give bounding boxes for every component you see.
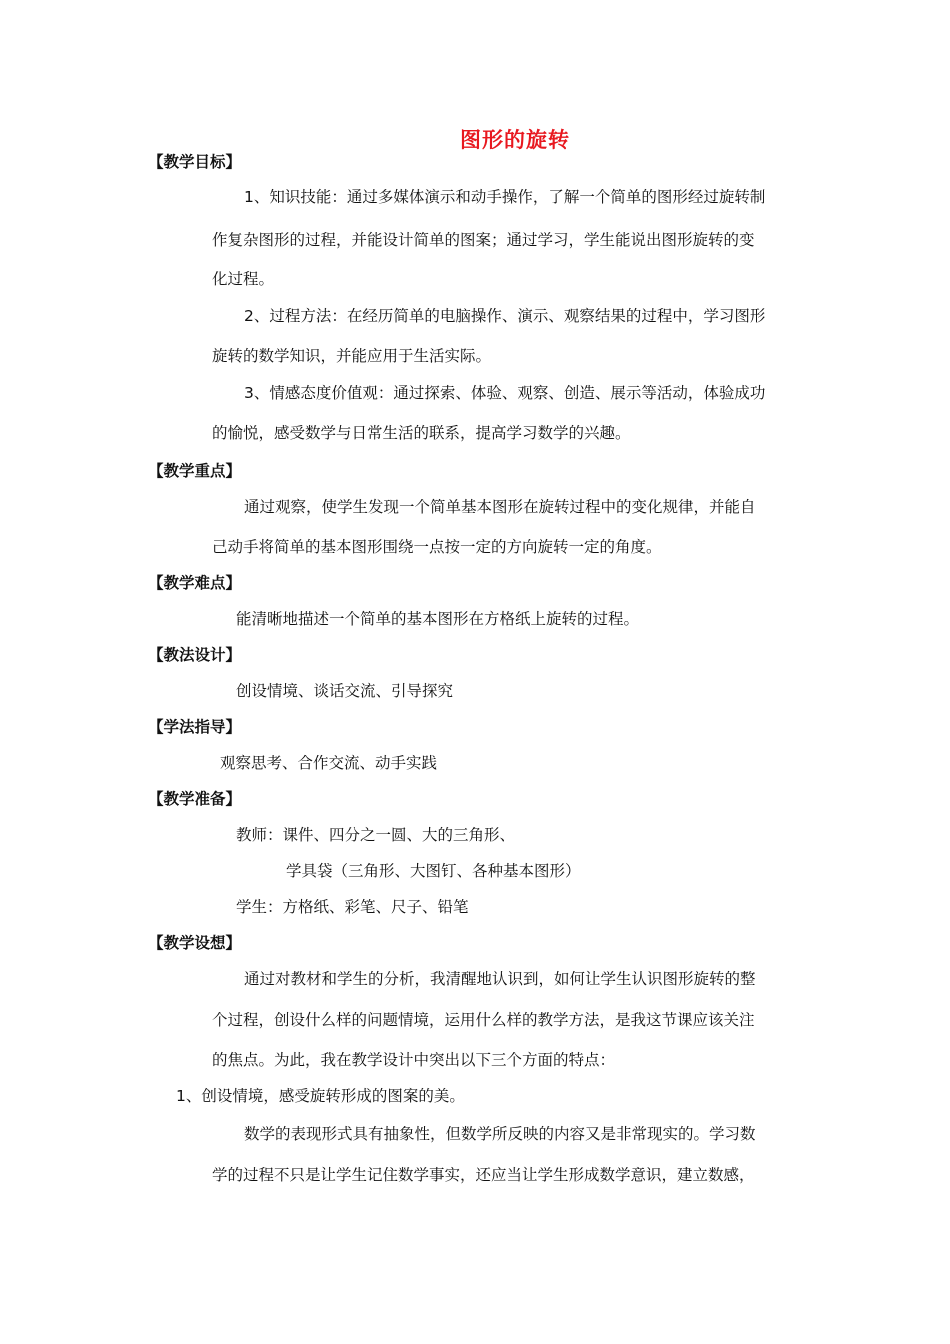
paragraph-line: 1、创设情境，感受旋转形成的图案的美。: [176, 1087, 465, 1105]
heading-design: 【教学设想】: [148, 934, 242, 952]
paragraph-line: 学生：方格纸、彩笔、尺子、铅笔: [236, 898, 469, 916]
paragraph-line: 3、情感态度价值观：通过探索、体验、观察、创造、展示等活动，体验成功: [244, 384, 766, 402]
paragraph-line: 学具袋（三角形、大图钉、各种基本图形）: [286, 862, 581, 880]
paragraph-line: 1、知识技能：通过多媒体演示和动手操作，了解一个简单的图形经过旋转制: [244, 188, 766, 206]
paragraph-line: 教师：课件、四分之一圆、大的三角形、: [236, 826, 516, 844]
paragraph-line: 旋转的数学知识，并能应用于生活实际。: [212, 347, 492, 365]
heading-difficulties: 【教学难点】: [148, 574, 242, 592]
paragraph-line: 的焦点。为此，我在教学设计中突出以下三个方面的特点：: [212, 1051, 616, 1069]
paragraph-line: 通过对教材和学生的分析，我清醒地认识到，如何让学生认识图形旋转的整: [244, 970, 756, 988]
paragraph-line: 作复杂图形的过程，并能设计简单的图案；通过学习，学生能说出图形旋转的变: [212, 231, 755, 249]
paragraph-line: 通过观察，使学生发现一个简单基本图形在旋转过程中的变化规律，并能自: [244, 498, 756, 516]
paragraph-line: 化过程。: [212, 270, 275, 288]
paragraph-line: 个过程，创设什么样的问题情境，运用什么样的教学方法，是我这节课应该关注: [212, 1011, 755, 1029]
paragraph-line: 数学的表现形式具有抽象性，但数学所反映的内容又是非常现实的。学习数: [244, 1125, 756, 1143]
page-title: 图形的旋转: [460, 128, 570, 152]
heading-objectives: 【教学目标】: [148, 153, 242, 171]
paragraph-line: 能清晰地描述一个简单的基本图形在方格纸上旋转的过程。: [236, 610, 640, 628]
heading-method: 【教法设计】: [148, 646, 242, 664]
paragraph-line: 的愉悦，感受数学与日常生活的联系，提高学习数学的兴趣。: [212, 424, 631, 442]
heading-preparation: 【教学准备】: [148, 790, 242, 808]
paragraph-line: 2、过程方法：在经历简单的电脑操作、演示、观察结果的过程中，学习图形: [244, 307, 766, 325]
paragraph-line: 学的过程不只是让学生记住数学事实，还应当让学生形成数学意识，建立数感，: [212, 1166, 755, 1184]
paragraph-line: 己动手将简单的基本图形围绕一点按一定的方向旋转一定的角度。: [212, 538, 662, 556]
paragraph-line: 创设情境、谈话交流、引导探究: [236, 682, 454, 700]
heading-key-points: 【教学重点】: [148, 462, 242, 480]
paragraph-line: 观察思考、合作交流、动手实践: [220, 754, 438, 772]
heading-study: 【学法指导】: [148, 718, 242, 736]
